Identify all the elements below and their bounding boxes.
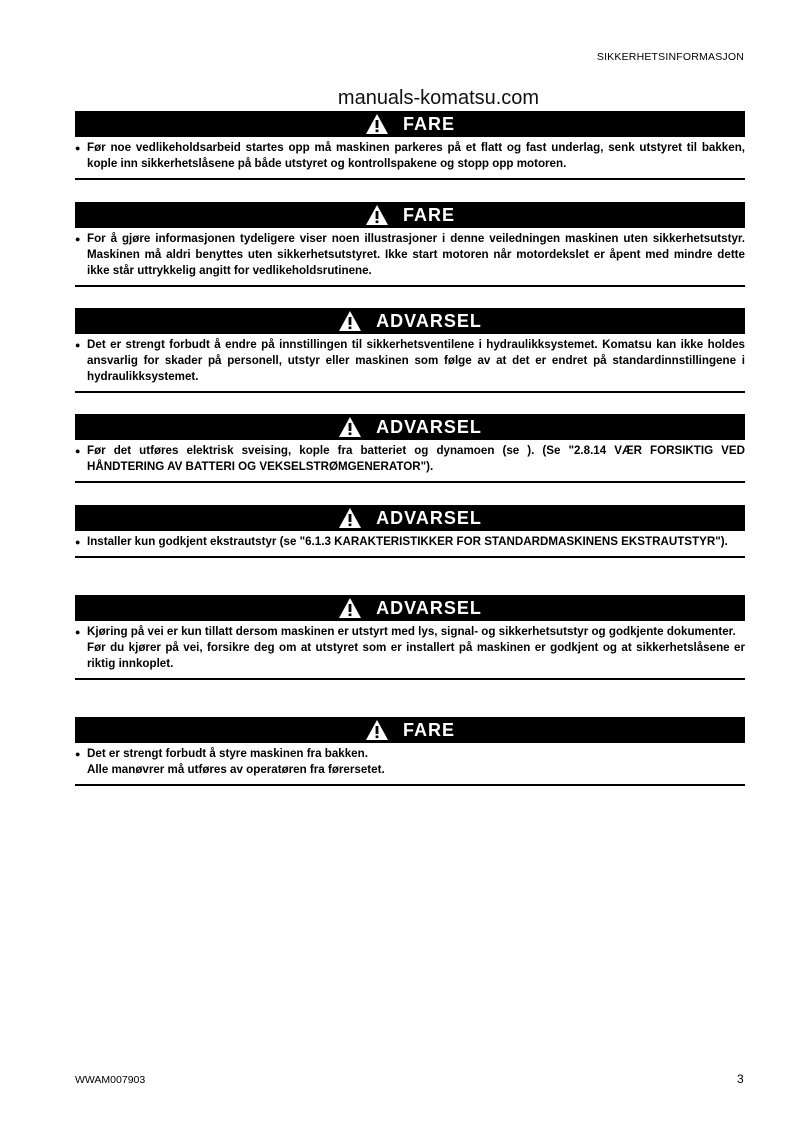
notice-text: Før du kjører på vei, forsikre deg om at utstyret som er installert på maskinen er godkjent og at sikkerhetslåsene er riktig innkoplet.	[87, 641, 745, 670]
safety-notice-advarsel-2	[75, 414, 745, 483]
list-item	[75, 337, 745, 385]
bullet-icon: ●	[75, 234, 81, 244]
safety-notice-advarsel-4	[75, 595, 745, 680]
warning-triangle-icon	[365, 719, 389, 741]
notice-label: ADVARSEL	[376, 597, 482, 618]
bullet-icon: ●	[75, 143, 81, 153]
notice-header	[75, 111, 745, 137]
notice-header	[75, 505, 745, 531]
warning-triangle-icon	[338, 507, 362, 529]
notice-label: ADVARSEL	[376, 310, 482, 331]
warning-triangle-icon	[365, 113, 389, 135]
notice-content	[75, 531, 745, 558]
bullet-icon: ●	[75, 627, 81, 637]
notice-text: Det er strengt forbudt å styre maskinen fra bakken.	[87, 747, 368, 760]
notice-content	[75, 137, 745, 180]
list-item	[75, 746, 745, 778]
safety-notice-advarsel-1	[75, 308, 745, 393]
notice-header	[75, 595, 745, 621]
list-item	[75, 534, 745, 550]
notice-text: Før noe vedlikeholdsarbeid startes opp må maskinen parkeres på et flatt og fast underlag, senk utstyret til bakken, kople inn sikkerhetslåsene på både utstyret og kontrollspakene og stopp opp motoren.	[87, 141, 745, 170]
list-item	[75, 443, 745, 475]
notice-content	[75, 743, 745, 786]
document-code: WWAM007903	[75, 1074, 146, 1086]
safety-notice-advarsel-3	[75, 505, 745, 558]
page-number: 3	[737, 1072, 744, 1086]
notice-header	[75, 717, 745, 743]
safety-notice-fare-3	[75, 717, 745, 786]
watermark: manuals-komatsu.com	[337, 87, 540, 109]
bullet-icon: ●	[75, 340, 81, 350]
bullet-icon: ●	[75, 537, 81, 547]
warning-triangle-icon	[338, 416, 362, 438]
notice-text: Kjøring på vei er kun tillatt dersom maskinen er utstyrt med lys, signal- og sikkerhetsutstyr og godkjente dokumenter.	[87, 625, 736, 638]
notice-label: ADVARSEL	[376, 507, 482, 528]
bullet-icon: ●	[75, 749, 81, 759]
safety-notice-fare-1	[75, 111, 745, 180]
notice-header	[75, 308, 745, 334]
notice-text: For å gjøre informasjonen tydeligere viser noen illustrasjoner i denne veiledningen maskinen uten sikkerhetsutstyr. Maskinen må aldri benyttes uten sikkerhetsutstyret. Ikke start motoren når motordekslet er åpent med mindre dette ikke står uttrykkelig angitt for vedlikeholdsrutinene.	[87, 232, 745, 277]
list-item	[75, 140, 745, 172]
notice-header	[75, 414, 745, 440]
list-item	[75, 231, 745, 279]
safety-notice-fare-2	[75, 202, 745, 287]
notice-label: FARE	[402, 719, 455, 740]
notice-text: Alle manøvrer må utføres av operatøren fra førersetet.	[87, 763, 385, 776]
list-item	[75, 624, 745, 672]
notice-content	[75, 440, 745, 483]
warning-triangle-icon	[338, 597, 362, 619]
bullet-icon: ●	[75, 446, 81, 456]
notice-text: Før det utføres elektrisk sveising, kople fra batteriet og dynamoen (se ). (Se "2.8.14 VÆR FORSIKTIG VED HÅNDTERING AV BATTERI OG VEKSELSTRØMGENERATOR").	[87, 444, 745, 473]
notice-label: FARE	[402, 204, 455, 225]
notice-label: ADVARSEL	[376, 416, 482, 437]
notice-text: Installer kun godkjent ekstrautstyr (se "6.1.3 KARAKTERISTIKKER FOR STANDARDMASKINENS EKSTRAUTSTYR").	[87, 535, 728, 548]
warning-triangle-icon	[365, 204, 389, 226]
notice-text: Det er strengt forbudt å endre på innstillingen til sikkerhetsventilene i hydraulikksystemet. Komatsu kan ikke holdes ansvarlig for skader på personell, utstyr eller maskinen som følge av at det er endret på standardinnstillingene i hydraulikksystemet.	[87, 338, 745, 383]
notice-content	[75, 334, 745, 393]
section-title: SIKKERHETSINFORMASJON	[596, 51, 744, 63]
warning-triangle-icon	[338, 310, 362, 332]
notice-content	[75, 228, 745, 287]
notice-label: FARE	[402, 113, 455, 134]
notice-content	[75, 621, 745, 680]
notice-header	[75, 202, 745, 228]
